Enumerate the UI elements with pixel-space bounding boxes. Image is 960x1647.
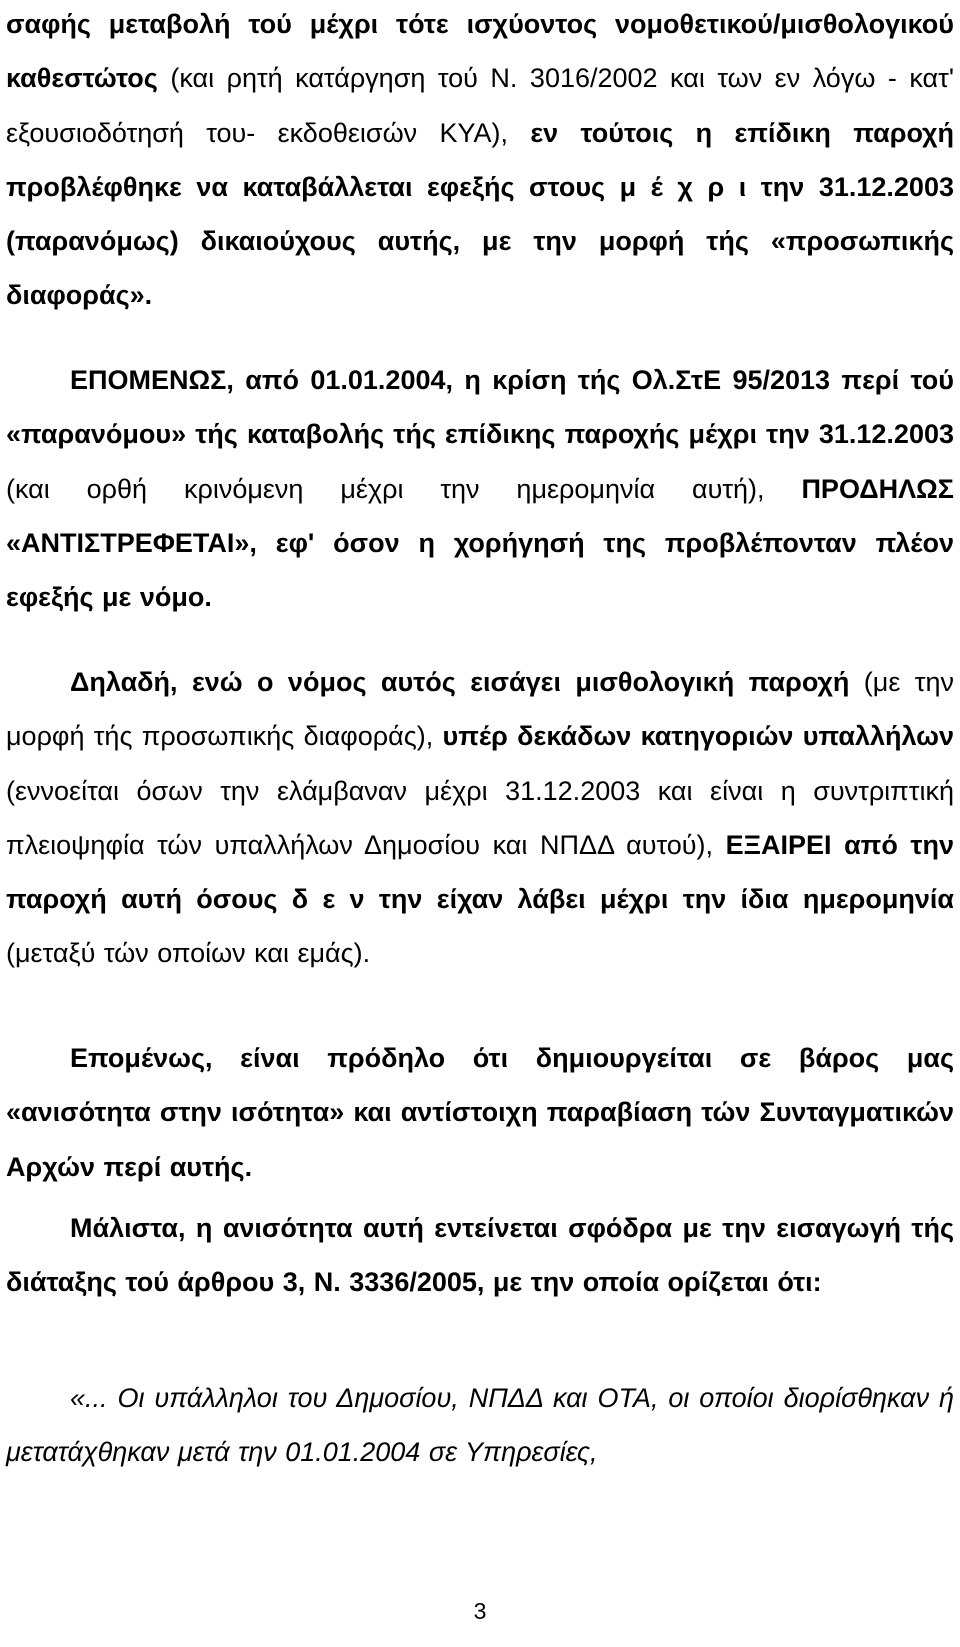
paragraph-3	[6, 655, 954, 981]
text-run: σαφής μεταβολή τού μέχρι τότε ισχύοντος νομοθετικού/μισθολογικού καθεστώτος	[6, 9, 954, 94]
text-run: «... Οι υπάλληλοι του Δημοσίου, ΝΠΔΔ και ΟΤΑ, οι οποίοι διορίσθηκαν ή μετατάχθηκαν μετά την 01.01.2004 σε Υπηρεσίες,	[6, 1383, 954, 1468]
quoted-excerpt	[6, 1371, 954, 1480]
page-number: 3	[473, 1598, 487, 1624]
text-run: ΕΞΑΙΡΕΙ από την παροχή αυτή όσους δ ε ν την είχαν λάβει μέχρι την ίδια ημερομηνία	[6, 829, 954, 915]
text-run: ΠΡΟΔΗΛΩΣ «ΑΝΤΙΣΤΡΕΦΕΤΑΙ», εφ' όσον η χορήγησή της προβλέπονταν πλέον εφεξής με νόμο.	[6, 473, 954, 613]
text-run: (μεταξύ τών οποίων και εμάς).	[6, 938, 371, 969]
paragraph-2	[6, 353, 954, 624]
text-run: (και ρητή κατάργηση τού Ν. 3016/2002 και των εν λόγω - κατ' εξουσιοδότησή του- εκδοθεισών ΚΥΑ),	[6, 63, 954, 148]
text-run: εν τούτοις η επίδικη παροχή προβλέφθηκε να καταβάλλεται εφεξής στους μ έ χ ρ ι την 31.12.2003 (παρανόμως) δικαιούχους αυτής, με την μορφή τής «προσωπικής διαφοράς».	[6, 117, 954, 311]
paragraph-5	[6, 1201, 954, 1310]
text-run: ΕΠΟΜΕΝΩΣ, από 01.01.2004, η κρίση τής Ολ.ΣτΕ 95/2013 περί τού «παρανόμου» τής καταβολής τής επίδικης παροχής μέχρι την 31.12.2003	[6, 365, 954, 450]
text-run: (εννοείται όσων την ελάμβαναν μέχρι 31.12.2003 και είναι η συντριπτική πλειοψηφία τών υπαλλήλων Δημοσίου και ΝΠΔΔ αυτού),	[6, 775, 954, 860]
paragraph-1	[6, 0, 954, 323]
text-run: υπέρ δεκάδων κατηγοριών υπαλλήλων	[442, 721, 954, 752]
text-run: Μάλιστα, η ανισότητα αυτή εντείνεται σφόδρα με την εισαγωγή τής διάταξης τού άρθρου 3, Ν. 3336/2005, με την οποία ορίζεται ότι:	[6, 1213, 954, 1298]
text-run: Επομένως, είναι πρόδηλο ότι δημιουργείται σε βάρος μας «ανισότητα στην ισότητα» και αντίστοιχη παραβίαση τών Συνταγματικών Αρχών περί αυτής.	[6, 1043, 954, 1182]
paragraph-4	[6, 1031, 954, 1194]
text-run: Δηλαδή, ενώ ο νόμος αυτός εισάγει μισθολογική παροχή	[70, 667, 850, 697]
text-run: (με την μορφή τής προσωπικής διαφοράς),	[6, 667, 954, 752]
text-run: (και ορθή κρινόμενη μέχρι την ημερομηνία αυτή),	[6, 473, 802, 504]
